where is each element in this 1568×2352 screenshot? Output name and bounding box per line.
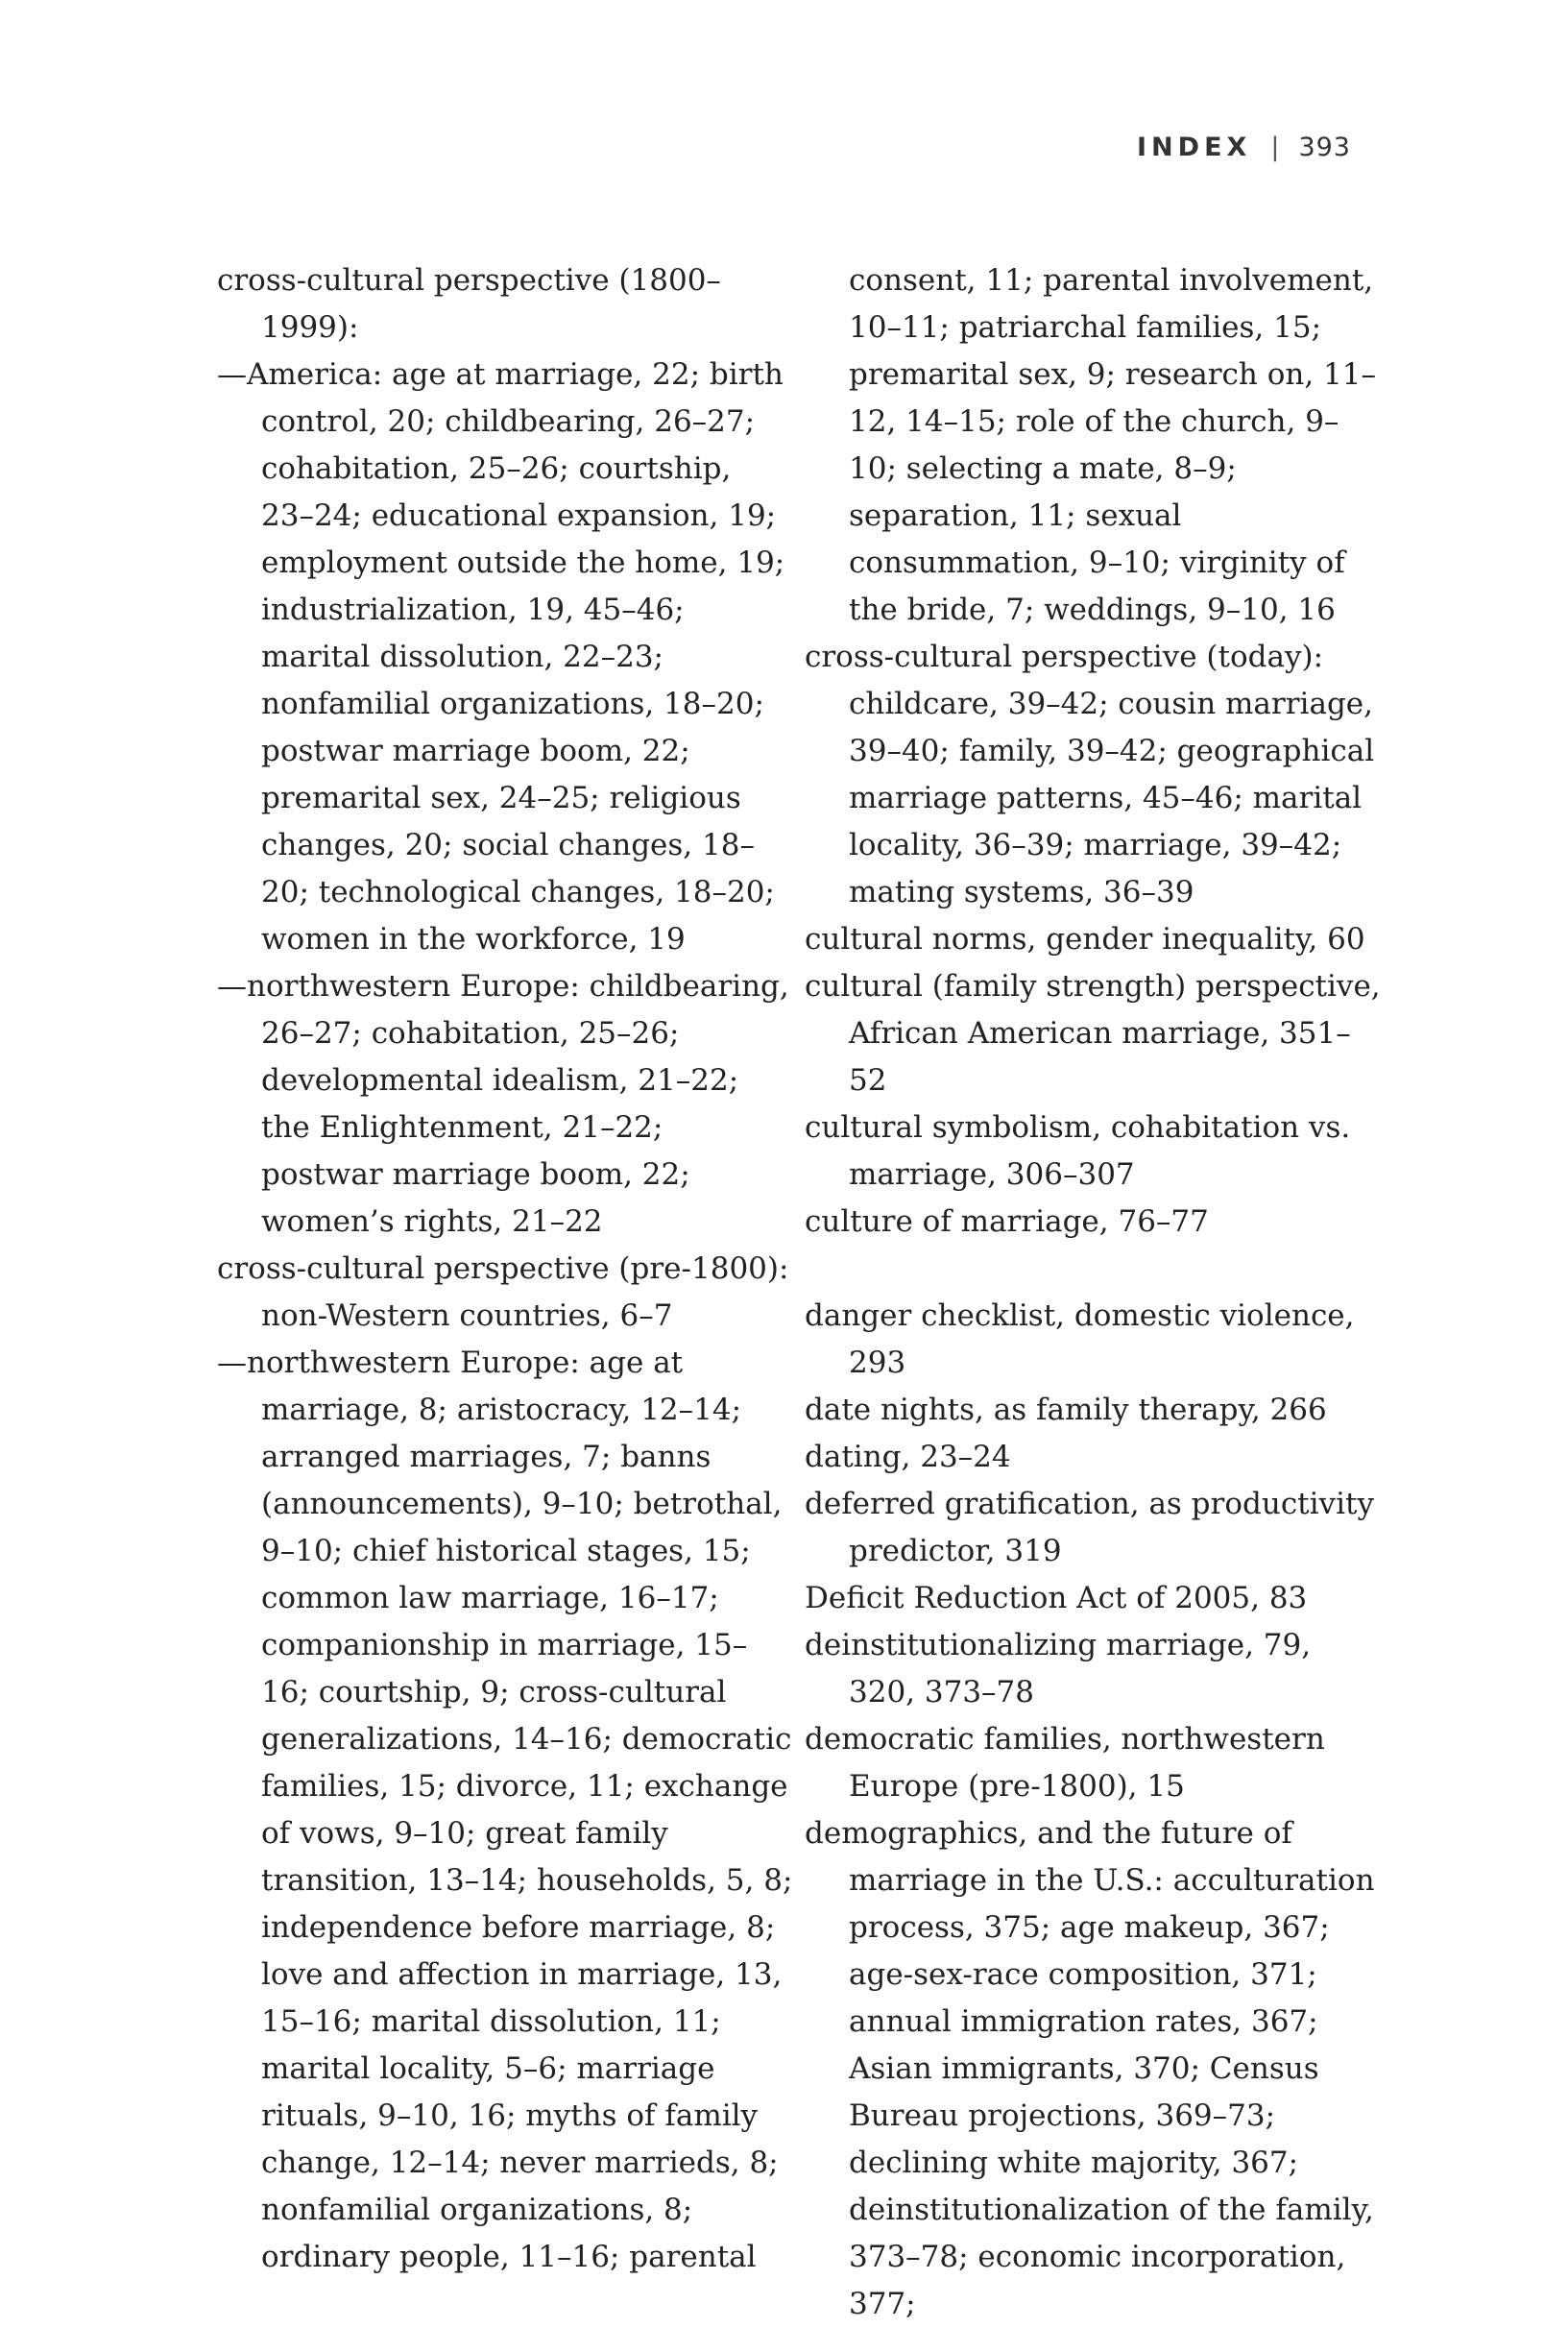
running-head-label: INDEX xyxy=(1137,133,1252,162)
index-column-left xyxy=(217,257,793,2281)
index-entry: cross-cultural perspective (today): childcare, 39–42; cousin marriage, 39–40; family, 39–42; geographical marriage patterns, 45–46; marital locality, 36–39; marriage, 39–42; mating systems, 36–39 xyxy=(805,640,1375,909)
index-entry: cross-cultural perspective (1800–1999): xyxy=(217,263,721,345)
running-head xyxy=(1137,133,1351,162)
index-subentry: —northwestern Europe: age at marriage, 8; aristocracy, 12–14; arranged marriages, 7; banns (announcements), 9–10; betrothal, 9–10; chief historical stages, 15; common law marriage, 16–17; companionship in marriage, 15–16; courtship, 9; cross-cultural generalizations, 14–16; democratic families, 15; divorce, 11; exchange of vows, 9–10; great family transition, 13–14; households, 5, 8; independence before marriage, 8; love and affection in marriage, 13, 15–16; marital dissolution, 11; marital locality, 5–6; marriage rituals, 9–10, 16; myths of family change, 12–14; never marrieds, 8; nonfamilial organizations, 8; ordinary people, 11–16; parental xyxy=(217,1346,793,2274)
index-entry: cross-cultural perspective (pre-1800): non-Western countries, 6–7 xyxy=(217,1251,789,1333)
index-subentry: —northwestern Europe: childbearing, 26–27; cohabitation, 25–26; developmental idealism, 21–22; the Enlightenment, 21–22; postwar marriage boom, 22; women’s rights, 21–22 xyxy=(217,969,789,1239)
index-entry: democratic families, northwestern Europe (pre-1800), 15 xyxy=(805,1722,1325,1804)
index-entry: cultural norms, gender inequality, 60 xyxy=(805,922,1365,957)
index-entry: demographics, and the future of marriage in the U.S.: acculturation process, 375; age makeup, 367; age-sex-race composition, 371; annual immigration rates, 367; Asian immigrants, 370; Census Bureau projections, 369–73; declining white majority, 367; deinstitutionalization of the family, 373–78; economic incorporation, 377; xyxy=(805,1816,1375,2321)
index-entry: cultural (family strength) perspective, African American marriage, 351–52 xyxy=(805,969,1381,1098)
index-entry: Deficit Reduction Act of 2005, 83 xyxy=(805,1581,1308,1615)
index-subentry: —America: age at marriage, 22; birth control, 20; childbearing, 26–27; cohabitation, 25–26; courtship, 23–24; educational expansion, 19; employment outside the home, 19; industrialization, 19, 45–46; marital dissolution, 22–23; nonfamilial organizations, 18–20; postwar marriage boom, 22; premarital sex, 24–25; religious changes, 20; social changes, 18–20; technological changes, 18–20; women in the workforce, 19 xyxy=(217,357,785,957)
index-entry: deinstitutionalizing marriage, 79, 320, 373–78 xyxy=(805,1628,1312,1709)
index-entry: deferred gratification, as productivity predictor, 319 xyxy=(805,1487,1374,1568)
running-head-separator: | xyxy=(1270,133,1280,162)
index-column-right xyxy=(805,257,1381,2328)
index-entry-continuation: consent, 11; parental involvement, 10–11; patriarchal families, 15; premarital sex, 9; research on, 11–12, 14–15; role of the church, 9–10; selecting a mate, 8–9; separation, 11; sexual consummation, 9–10; virginity of the bride, 7; weddings, 9–10, 16 xyxy=(849,263,1376,627)
index-entry: danger checklist, domestic violence, 293 xyxy=(805,1298,1355,1380)
page-number: 393 xyxy=(1298,133,1351,162)
index-entry: culture of marriage, 76–77 xyxy=(805,1204,1209,1239)
index-entry: dating, 23–24 xyxy=(805,1440,1011,1474)
letter-group-gap xyxy=(805,1246,1381,1293)
index-entry: date nights, as family therapy, 266 xyxy=(805,1393,1327,1427)
index-entry: cultural symbolism, cohabitation vs. marriage, 306–307 xyxy=(805,1110,1351,1192)
